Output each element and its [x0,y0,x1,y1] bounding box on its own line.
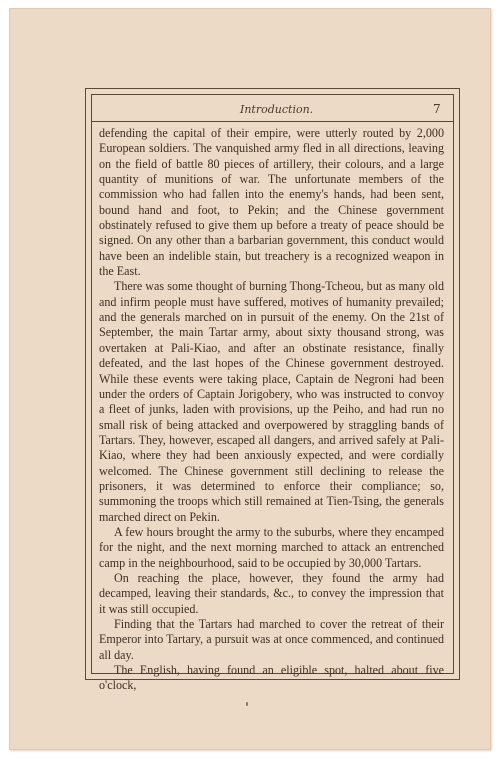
paragraph: A few hours brought the army to the suburbs, where they encamped for the night, and the next morning marched to attack an entrenched camp in the neighbourhood, said to be occupied by 30,000 Tartars. [99,524,444,570]
paragraph: There was some thought of burning Thong-Tcheou, but as many old and infirm people must have suffered, motives of humanity prevailed; and the generals marched on in pursuit of the enemy. On the 21st of September, the main Tartar army, about sixty thousand strong, was overtaken at Pali-Kiao, and after an obstinate resistance, finally defeated, and the last hopes of the Chinese government destroyed. While these events were taking place, Captain de Negroni had been under the orders of Captain Jorigobery, who was instructed to convoy a fleet of junks, laden with provisions, up the Peiho, and had run no small risk of being attacked and overpowered by straggling bands of Tartars. They, however, escaped all dangers, and arrived safely at Pali-Kiao, where they had been anxiously expected, and were cordially welcomed. The Chinese government still declining to release the prisoners, it was determined to enforce their compliance; so, summoning the troops which still remained at Tien-Tsing, the generals marched direct on Pekin. [99,279,444,524]
ink-speck [246,702,248,706]
running-head: Introduction. [240,103,314,116]
page-number: 7 [433,102,441,116]
paragraph: On reaching the place, however, they found the army had decamped, leaving their standards, &c., to convey the impression that it was still occupied. [99,570,444,616]
body-text [99,126,444,694]
paragraph: The English, having found an eligible spot, halted about five o'clock, [99,663,444,693]
paragraph: defending the capital of their empire, were utterly routed by 2,000 European soldiers. The vanquished army fled in all directions, leaving on the field of battle 80 pieces of artillery, their colours, and a large quantity of munitions of war. The unfortunate members of the commission who had fallen into the enemy's hands, had been sent, bound hand and foot, to Pekin; and the Chinese government obstinately refused to give them up before a treaty of peace should be signed. On any other than a barbarian government, this conduct would have been an indelible stain, but treachery is a recognized weapon in the East. [99,126,444,279]
header-rule [91,121,454,122]
paragraph: Finding that the Tartars had marched to cover the retreat of their Emperor into Tartary, a pursuit was at once commenced, and continued all day. [99,617,444,662]
